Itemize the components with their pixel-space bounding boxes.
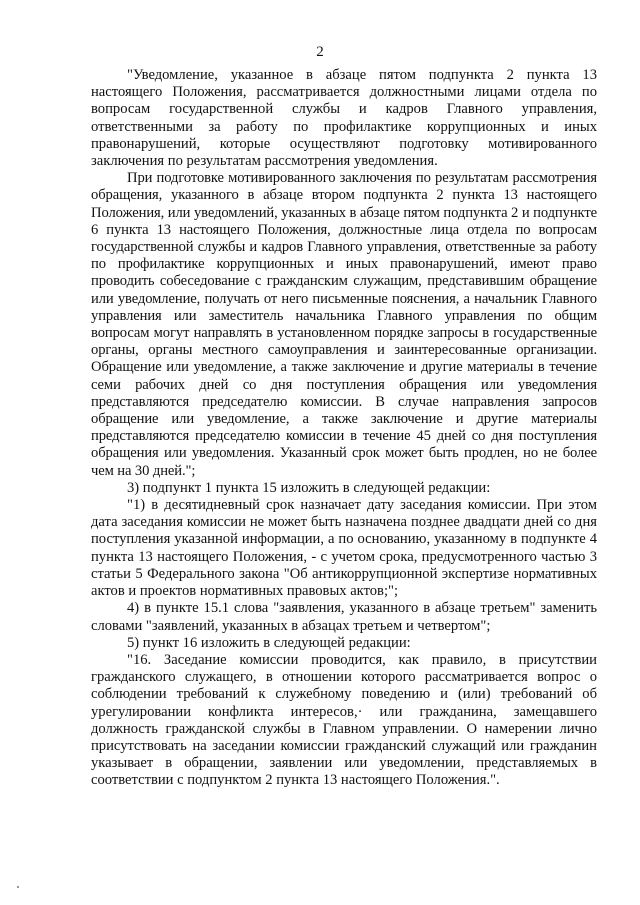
page-number: 2: [316, 44, 324, 60]
paragraph-amendment-5: 5) пункт 16 изложить в следующей редакции:: [127, 634, 411, 651]
scan-speck: [17, 886, 19, 888]
paragraph-conclusion-preparation: При подготовке мотивированного заключения по результатам рассмотрения обращения, указанного в абзаце втором подпункта 2 пункта 13 настоящего Положения, или уведомлений, указанных в абзаце пятом подпункта 2 и подпункте 6 пункта 13 настоящего Положения, должностные лица отдела по вопросам государственной службы и кадров Главного управления, ответственные за работу по профилактике коррупционных и иных правонарушений, имеют право проводить собеседование с гражданским служащим, представившим обращение или уведомление, получать от него письменные пояснения, а начальник Главного управления или заместитель начальника Главного управления по общим вопросам могут направлять в установленном порядке запросы в государственные органы, органы местного самоуправления и заинтересованные организации. Обращение или уведомление, а также заключение и другие материалы в течение семи рабочих дней со дня поступления обращения или уведомления представляются председателю комиссии. В случае направления запросов обращение или уведомление, а также заключение и другие материалы представляются председателю комиссии в течение 45 дней со дня поступления обращения или уведомления. Указанный срок может быть продлен, но не более чем на 30 дней.";: [91, 170, 597, 479]
paragraph-item-16-text: "16. Заседание комиссии проводится, как правило, в присутствии гражданского служащего, в отношении которого рассматривается вопрос о соблюдении требований к служебному поведению и (или) требований об урегулировании конфликта интересов,· или гражданина, замещавшего должность гражданской службы в Главном управлении. О намерении лично присутствовать на заседании комиссии гражданский служащий или гражданин указывает в обращении, заявлении или уведомлении, представляемых в соответствии с подпунктом 2 пункта 13 настоящего Положения.".: [91, 651, 597, 789]
paragraph-amendment-4: 4) в пункте 15.1 слова "заявления, указанного в абзаце третьем" заменить словами "заявлений, указанных в абзацах третьем и четвертом";: [91, 600, 597, 634]
document-body: [91, 67, 597, 790]
paragraph-subitem-1-text: "1) в десятидневный срок назначает дату заседания комиссии. При этом дата заседания комиссии не может быть назначена позднее двадцати дней со дня поступления указанной информации, а по основанию, указанному в подпункте 4 пункта 13 настоящего Положения, - с учетом срока, предусмотренного частью 3 статьи 5 Федерального закона "Об антикоррупционной экспертизе нормативных актов и проектов нормативных правовых актов;";: [91, 497, 597, 600]
paragraph-notification-review: "Уведомление, указанное в абзаце пятом подпункта 2 пункта 13 настоящего Положения, рассматривается должностными лицами отдела по вопросам государственной службы и кадров Главного управления, ответственными за работу по профилактике коррупционных и иных правонарушений, которые осуществляют подготовку мотивированного заключения по результатам рассмотрения уведомления.: [91, 67, 597, 170]
paragraph-amendment-3: 3) подпункт 1 пункта 15 изложить в следующей редакции:: [127, 479, 491, 496]
